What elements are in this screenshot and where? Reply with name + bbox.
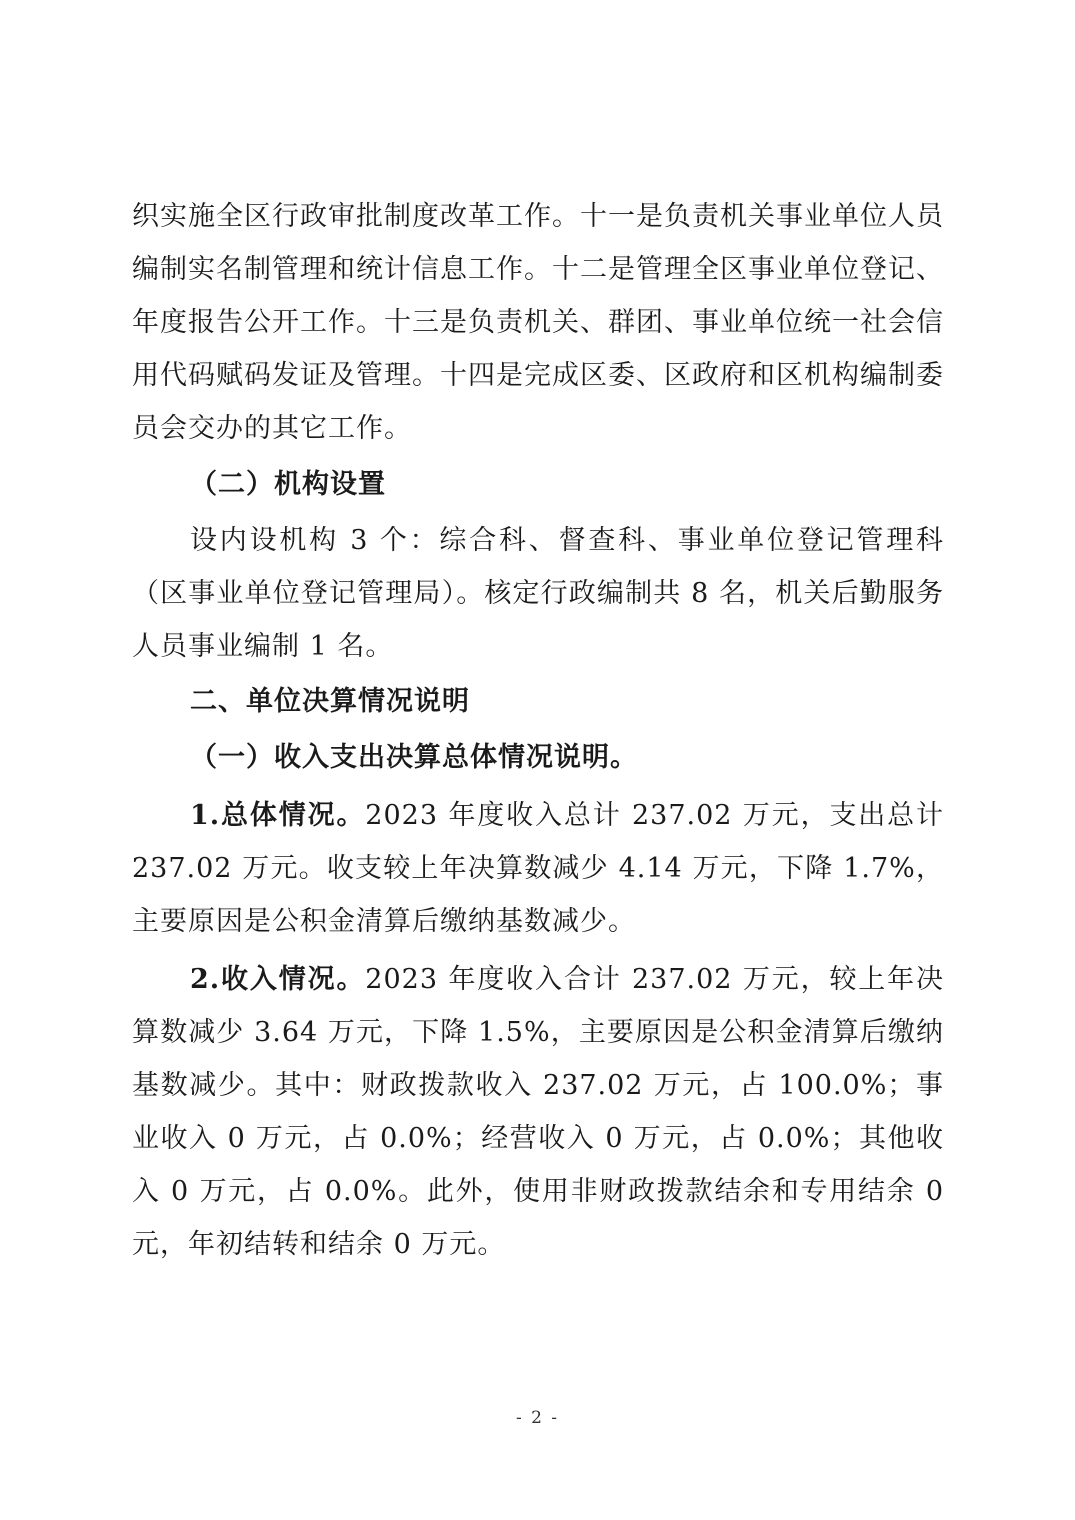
income-text: 2023 年度收入合计 237.02 万元，较上年决算数减少 3.64 万元，下降 1.5%，主要原因是公积金清算后缴纳基数减少。其中：财政拨款收入 237.02 万元，占 100.0%；事业收入 0 万元，占 0.0%；经营收入 0 万元，占 0.0%；其他收入 0 万元，占 0.0%。此外，使用非财政拨款结余和专用结余 0 元，年初结转和结余 0 万元。 [132, 964, 944, 1260]
income-lead: 2.收入情况。 [190, 964, 366, 995]
document-body [132, 190, 944, 1271]
heading-organization: （二）机构设置 [190, 469, 386, 500]
paragraph-income [132, 953, 944, 1271]
paragraph-organization: 设内设机构 3 个：综合科、督查科、事业单位登记管理科（区事业单位登记管理局）。核定行政编制共 8 名，机关后勤服务人员事业编制 1 名。 [132, 525, 944, 662]
page-number: - 2 - [515, 1408, 560, 1428]
paragraph-functions-continued: 织实施全区行政审批制度改革工作。十一是负责机关事业单位人员编制实名制管理和统计信息工作。十二是管理全区事业单位登记、年度报告公开工作。十三是负责机关、群团、事业单位统一社会信用代码赋码发证及管理。十四是完成区委、区政府和区机构编制委员会交办的其它工作。 [132, 201, 944, 444]
overall-text: 2023 年度收入总计 237.02 万元，支出总计 237.02 万元。收支较上年决算数减少 4.14 万元，下降 1.7%，主要原因是公积金清算后缴纳基数减少。 [132, 800, 944, 937]
overall-lead: 1.总体情况。 [190, 800, 366, 831]
paragraph-overall [132, 789, 944, 948]
heading-section-2: 二、单位决算情况说明 [190, 686, 470, 717]
heading-income-expense-overview: （一）收入支出决算总体情况说明。 [190, 742, 638, 773]
